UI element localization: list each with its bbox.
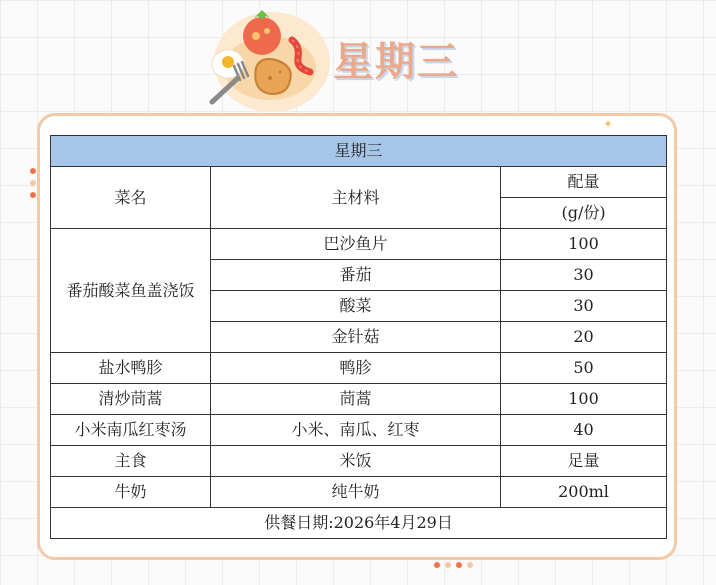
ingredient-cell: 金针菇 [211, 322, 501, 353]
table-row [51, 229, 667, 260]
header-row [51, 167, 667, 198]
ingredient-cell: 酸菜 [211, 291, 501, 322]
page-title: 星期三 [333, 39, 459, 85]
table-row [51, 353, 667, 384]
amount-cell: 30 [501, 291, 667, 322]
amount-cell: 100 [501, 229, 667, 260]
footer-row [51, 508, 667, 539]
ingredient-cell: 番茄 [211, 260, 501, 291]
header-amount: 配量 [501, 167, 667, 198]
amount-cell: 200ml [501, 477, 667, 508]
dish-name-cell: 番茄酸菜鱼盖浇饭 [51, 229, 211, 353]
header-unit: (g/份) [501, 198, 667, 229]
amount-cell: 40 [501, 415, 667, 446]
ingredient-cell: 鸭胗 [211, 353, 501, 384]
dish-name-cell: 小米南瓜红枣汤 [51, 415, 211, 446]
amount-cell: 30 [501, 260, 667, 291]
ingredient-cell: 巴沙鱼片 [211, 229, 501, 260]
table-row [51, 415, 667, 446]
breakfast-illustration [200, 2, 330, 114]
dish-name-cell: 清炒茼蒿 [51, 384, 211, 415]
amount-cell: 20 [501, 322, 667, 353]
header-ingredient: 主材料 [211, 167, 501, 229]
amount-cell: 足量 [501, 446, 667, 477]
amount-cell: 100 [501, 384, 667, 415]
table-title: 星期三 [51, 136, 667, 167]
ingredient-cell: 茼蒿 [211, 384, 501, 415]
table-row [51, 446, 667, 477]
decorative-dots-left [30, 168, 42, 204]
table-row [51, 384, 667, 415]
table-title-row [51, 136, 667, 167]
decorative-dots-bottom [434, 553, 478, 572]
amount-cell: 50 [501, 353, 667, 384]
ingredient-cell: 小米、南瓜、红枣 [211, 415, 501, 446]
serving-date: 供餐日期:2026年4月29日 [51, 508, 667, 539]
dish-name-cell: 盐水鸭胗 [51, 353, 211, 384]
menu-table [50, 135, 667, 539]
ingredient-cell: 纯牛奶 [211, 477, 501, 508]
ingredient-cell: 米饭 [211, 446, 501, 477]
header-dish: 菜名 [51, 167, 211, 229]
table-row [51, 477, 667, 508]
sparkle-icon: ✦ [603, 117, 614, 131]
dish-name-cell: 牛奶 [51, 477, 211, 508]
dish-name-cell: 主食 [51, 446, 211, 477]
